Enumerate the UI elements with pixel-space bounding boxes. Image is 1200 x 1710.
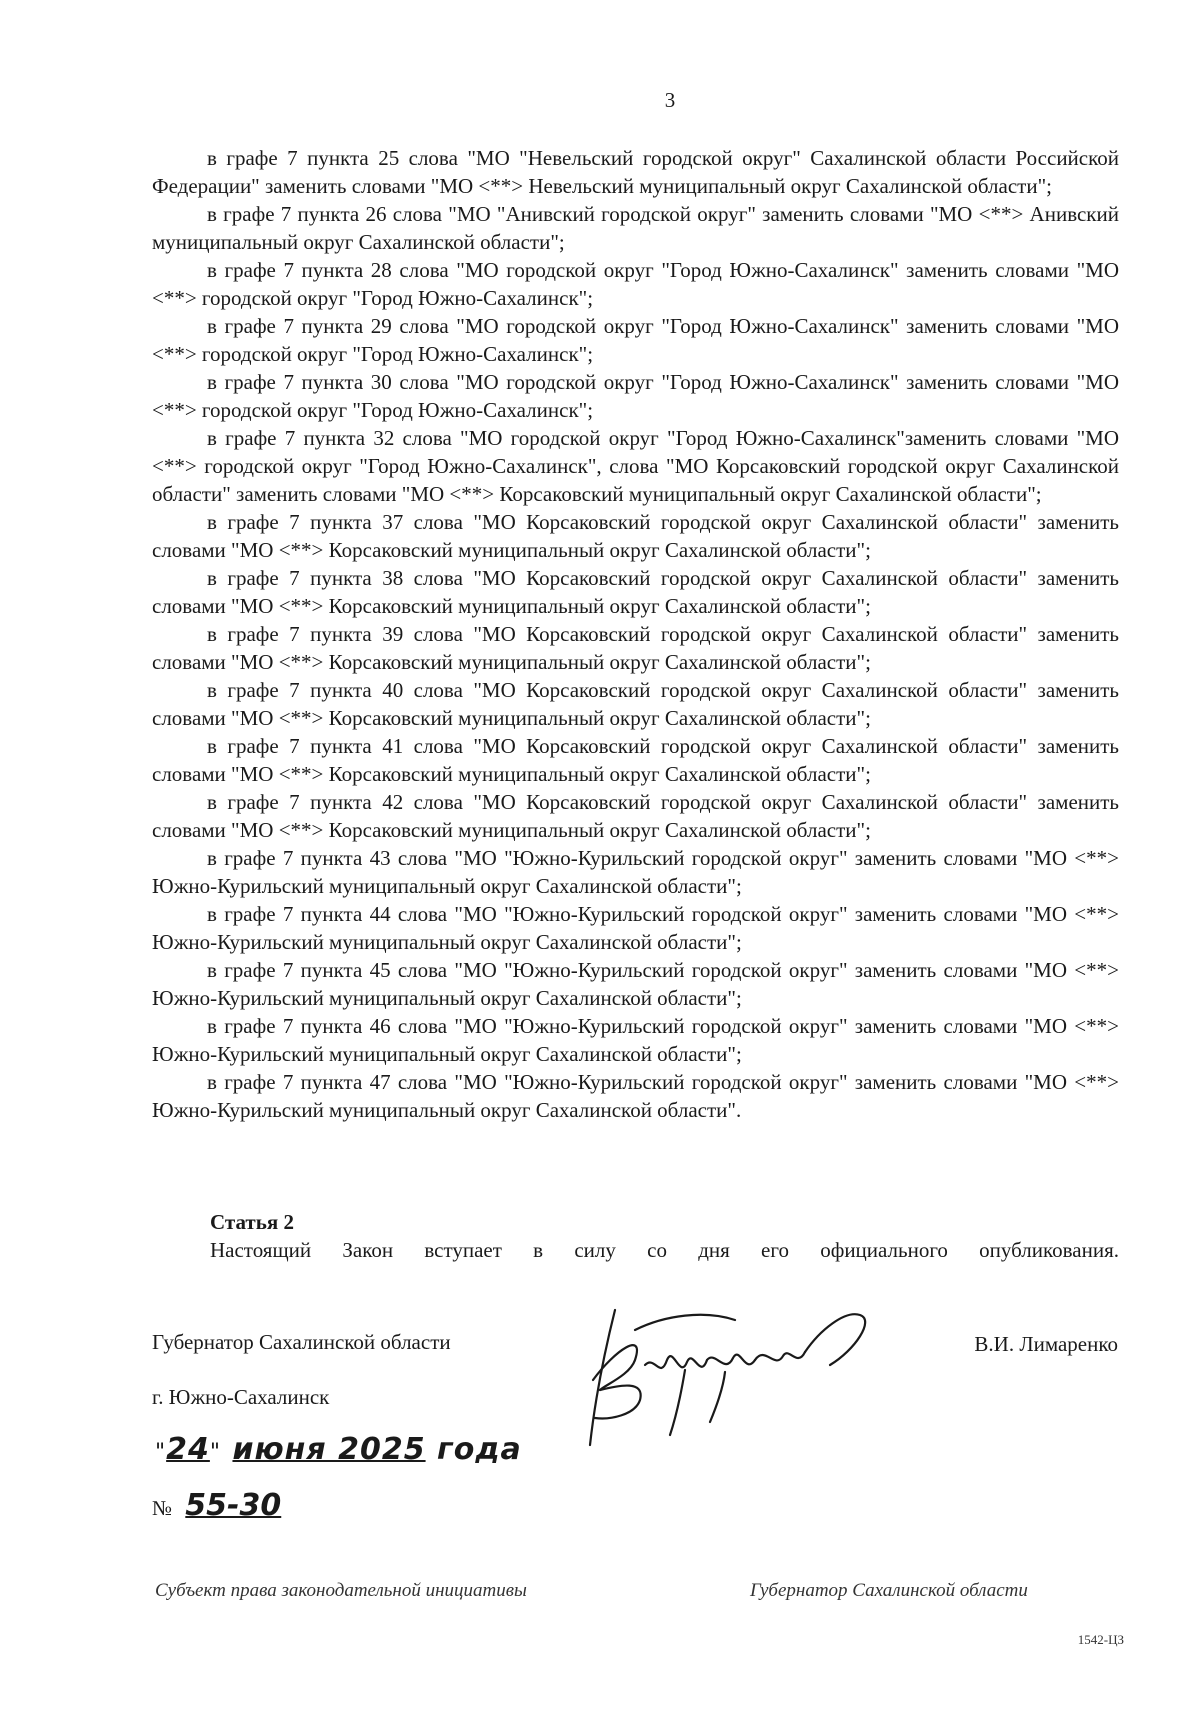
number-value: 55-30 bbox=[185, 1488, 282, 1523]
amendment-paragraph: в графе 7 пункта 45 слова "МО "Южно-Курильский городской округ" заменить словами "МО <**> Южно-Курильский муниципальный округ Сахалинской области"; bbox=[152, 958, 1119, 1010]
signer-title: Губернатор Сахалинской области bbox=[152, 1330, 451, 1354]
page-number: 3 bbox=[664, 88, 676, 112]
footer-left: Субъект права законодательной инициативы bbox=[155, 1580, 527, 1601]
city: г. Южно-Сахалинск bbox=[152, 1385, 330, 1409]
signing-date bbox=[155, 1432, 522, 1467]
amendment-paragraph: в графе 7 пункта 40 слова "МО Корсаковский городской округ Сахалинской области" заменить словами "МО <**> Корсаковский муниципальный округ Сахалинской области"; bbox=[152, 678, 1119, 730]
amendment-paragraph: в графе 7 пункта 26 слова "МО "Анивский городской округ" заменить словами "МО <**> Анивский муниципальный округ Сахалинской области"; bbox=[152, 202, 1119, 254]
date-quote-close: " bbox=[209, 1440, 221, 1465]
date-day: 24 bbox=[166, 1432, 210, 1467]
footer-right: Губернатор Сахалинской области bbox=[750, 1580, 1028, 1601]
date-quote-open: " bbox=[155, 1440, 167, 1465]
amendment-paragraph: в графе 7 пункта 32 слова "МО городской округ "Город Южно-Сахалинск"заменить словами "МО <**> городской округ "Город Южно-Сахалинск", слова "МО Корсаковский городской округ Сахалинской области" заменить словами "МО <**> Корсаковский муниципальный округ Сахалинской области"; bbox=[152, 426, 1119, 506]
date-suffix: года bbox=[437, 1432, 522, 1467]
amendments-body bbox=[152, 144, 1119, 1124]
article-title: Статья 2 bbox=[210, 1210, 294, 1234]
amendment-paragraph: в графе 7 пункта 38 слова "МО Корсаковский городской округ Сахалинской области" заменить словами "МО <**> Корсаковский муниципальный округ Сахалинской области"; bbox=[152, 566, 1119, 618]
amendment-paragraph: в графе 7 пункта 39 слова "МО Корсаковский городской округ Сахалинской области" заменить словами "МО <**> Корсаковский муниципальный округ Сахалинской области"; bbox=[152, 622, 1119, 674]
amendment-paragraph: в графе 7 пункта 43 слова "МО "Южно-Курильский городской округ" заменить словами "МО <**> Южно-Курильский муниципальный округ Сахалинской области"; bbox=[152, 846, 1119, 898]
amendment-paragraph: в графе 7 пункта 41 слова "МО Корсаковский городской округ Сахалинской области" заменить словами "МО <**> Корсаковский муниципальный округ Сахалинской области"; bbox=[152, 734, 1119, 786]
article-text: Настоящий Закон вступает в силу со дня его официального опубликования. bbox=[210, 1238, 1119, 1262]
law-number bbox=[152, 1488, 281, 1523]
amendment-paragraph: в графе 7 пункта 29 слова "МО городской округ "Город Южно-Сахалинск" заменить словами "МО <**> городской округ "Город Южно-Сахалинск"; bbox=[152, 314, 1119, 366]
amendment-paragraph: в графе 7 пункта 30 слова "МО городской округ "Город Южно-Сахалинск" заменить словами "МО <**> городской округ "Город Южно-Сахалинск"; bbox=[152, 370, 1119, 422]
amendment-paragraph: в графе 7 пункта 28 слова "МО городской округ "Город Южно-Сахалинск" заменить словами "МО <**> городской округ "Город Южно-Сахалинск"; bbox=[152, 258, 1119, 310]
number-label: № bbox=[152, 1496, 173, 1520]
amendment-paragraph: в графе 7 пункта 46 слова "МО "Южно-Курильский городской округ" заменить словами "МО <**> Южно-Курильский муниципальный округ Сахалинской области"; bbox=[152, 1014, 1119, 1066]
amendment-paragraph: в графе 7 пункта 47 слова "МО "Южно-Курильский городской округ" заменить словами "МО <**> Южно-Курильский муниципальный округ Сахалинской области". bbox=[152, 1070, 1119, 1122]
amendment-paragraph: в графе 7 пункта 37 слова "МО Корсаковский городской округ Сахалинской области" заменить словами "МО <**> Корсаковский муниципальный округ Сахалинской области"; bbox=[152, 510, 1119, 562]
date-month-year: июня 2025 bbox=[232, 1432, 426, 1467]
handwritten-signature bbox=[575, 1290, 885, 1460]
page-code: 1542-ЦЗ bbox=[1077, 1632, 1124, 1647]
amendment-paragraph: в графе 7 пункта 25 слова "МО "Невельский городской округ" Сахалинской области Российской Федерации" заменить словами "МО <**> Невельский муниципальный округ Сахалинской области"; bbox=[152, 146, 1119, 198]
amendment-paragraph: в графе 7 пункта 42 слова "МО Корсаковский городской округ Сахалинской области" заменить словами "МО <**> Корсаковский муниципальный округ Сахалинской области"; bbox=[152, 790, 1119, 842]
article-2 bbox=[210, 1208, 1119, 1264]
signer-name: В.И. Лимаренко bbox=[974, 1332, 1118, 1356]
amendment-paragraph: в графе 7 пункта 44 слова "МО "Южно-Курильский городской округ" заменить словами "МО <**> Южно-Курильский муниципальный округ Сахалинской области"; bbox=[152, 902, 1119, 954]
